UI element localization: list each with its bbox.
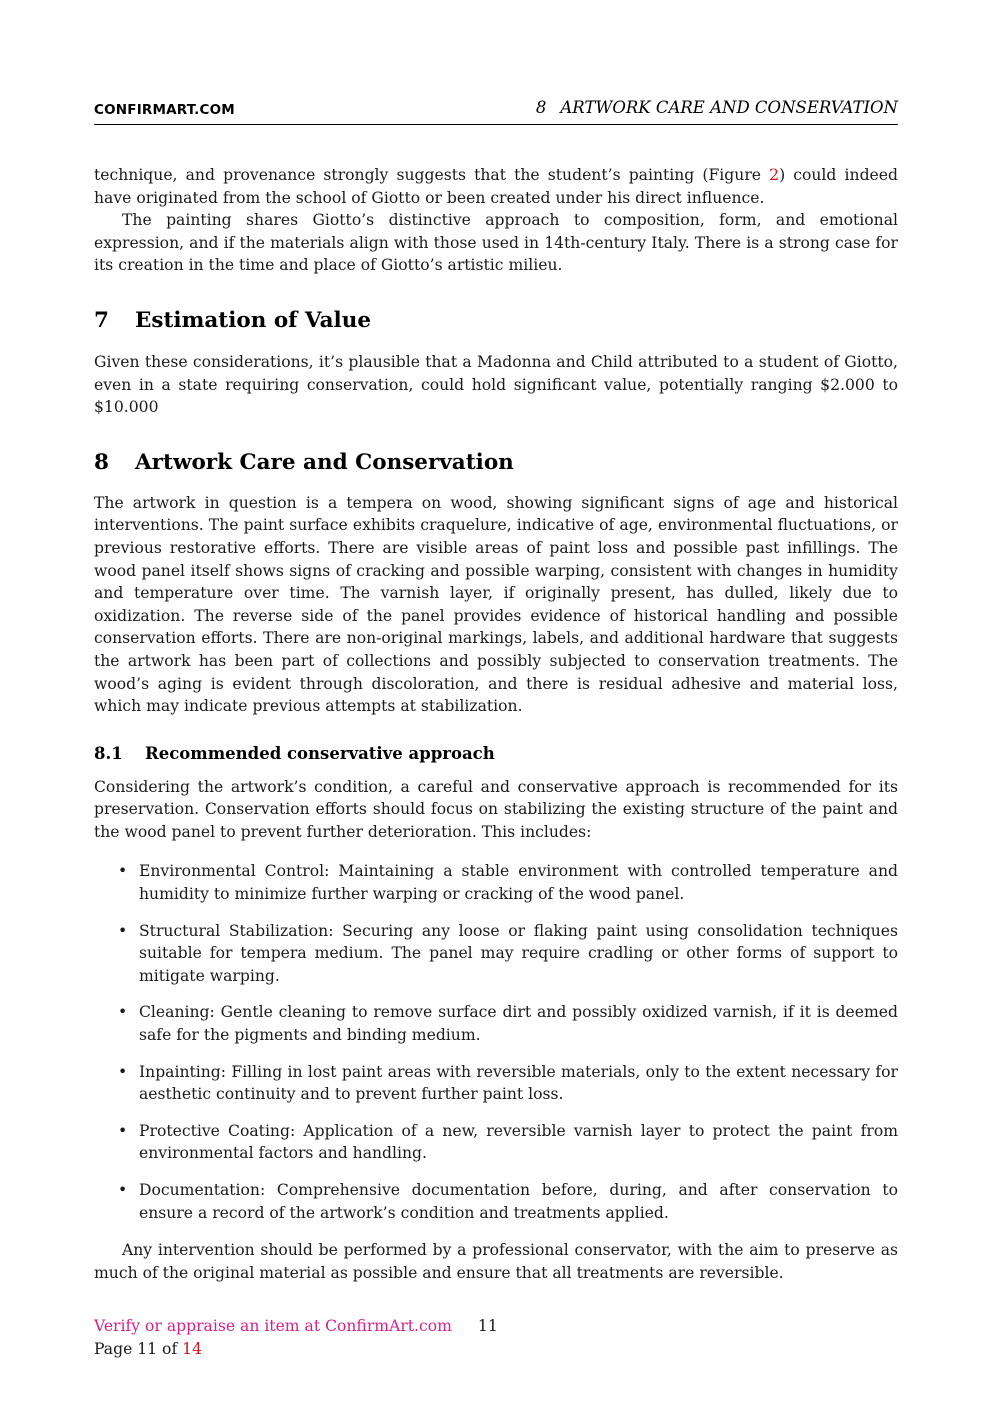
intro-paragraph-1: [94, 164, 898, 209]
list-item: [94, 920, 898, 988]
list-item-text: Documentation: Comprehensive documentation before, during, and after conservation to ensure a record of the artwork’s condition and treatments applied.: [139, 1181, 898, 1222]
running-header: [94, 98, 898, 125]
list-item-text: Inpainting: Filling in lost paint areas with reversible materials, only to the extent necessary for aesthetic continuity and to prevent further paint loss.: [139, 1062, 898, 1104]
list-item-text: Environmental Control: Maintaining a stable environment with controlled temperature and humidity to minimize further warping or cracking of the wood panel.: [139, 862, 898, 904]
list-item: [94, 860, 898, 905]
bullet-icon: •: [118, 1003, 128, 1022]
intro-paragraph-2: The painting shares Giotto’s distinctive approach to composition, form, and emotional expression, and if the materials align with those used in 14th-century Italy. There is a strong case for its creation in the time and place of Giotto’s artistic milieu.: [94, 211, 898, 275]
subsection-8-1-intro: Considering the artwork’s condition, a careful and conservative approach is recommended for its preservation. Conservation efforts should focus on stabilizing the existing structure of the paint and the wood panel to prevent further deterioration. This includes:: [94, 777, 898, 841]
page-footer: [94, 1315, 498, 1360]
section-7-body: Given these considerations, it’s plausible that a Madonna and Child attributed to a student of Giotto, even in a state requiring conservation, could hold significant value, potentially ranging $2.000 to $10.000: [94, 352, 898, 417]
subsection-8-1-number: 8.1: [94, 743, 123, 763]
list-item: [94, 1179, 898, 1224]
confirmart-link[interactable]: Verify or appraise an item at ConfirmArt.com: [94, 1317, 452, 1335]
list-item-text: Cleaning: Gentle cleaning to remove surface dirt and possibly oxidized varnish, if it is deemed safe for the pigments and binding medium.: [139, 1003, 898, 1045]
footer-line-1: [94, 1315, 498, 1338]
running-title: [536, 98, 898, 117]
section-7-title: Estimation of Value: [135, 307, 372, 333]
list-item: [94, 1120, 898, 1165]
footer-line-2: [94, 1338, 498, 1361]
subsection-8-1-title: Recommended conservative approach: [145, 743, 495, 763]
bullet-icon: •: [118, 1062, 128, 1081]
section-7-heading: [94, 307, 898, 335]
running-section-title: ARTWORK CARE AND CONSERVATION: [560, 98, 898, 117]
site-logo: CONFIRMART.COM: [94, 102, 235, 118]
total-pages-link[interactable]: 14: [182, 1339, 203, 1358]
section-8-title: Artwork Care and Conservation: [135, 449, 514, 475]
bullet-icon: •: [118, 1181, 128, 1199]
bullet-icon: •: [118, 862, 128, 881]
bullet-icon: •: [118, 1121, 128, 1140]
section-8-heading: [94, 449, 898, 477]
list-item: [94, 1001, 898, 1046]
section-8-number: 8: [94, 449, 109, 475]
list-item: [94, 1061, 898, 1106]
bullet-icon: •: [118, 921, 128, 940]
figure-reference-link[interactable]: 2: [769, 166, 780, 184]
page-label: Page 11 of: [94, 1339, 183, 1358]
subsection-8-1-heading: [94, 743, 898, 765]
section-7-number: 7: [94, 307, 109, 333]
closing-paragraph: Any intervention should be performed by a professional conservator, with the aim to preserve as much of the original material as possible and ensure that all treatments are reversible.: [94, 1241, 898, 1282]
list-item-text: Protective Coating: Application of a new, reversible varnish layer to protect the paint from environmental factors and handling.: [139, 1121, 898, 1163]
page-content: [94, 164, 898, 1284]
section-8-body: The artwork in question is a tempera on wood, showing significant signs of age and historical interventions. The paint surface exhibits craquelure, indicative of age, environmental fluctuations, or previous restorative efforts. There are visible areas of paint loss and possible past infillings. The wood panel itself shows signs of cracking and possible warping, consistent with changes in humidity and temperature over time. The varnish layer, if originally present, has dulled, likely due to oxidization. The reverse side of the panel provides evidence of historical handling and possible conservation efforts. There are non-original markings, labels, and additional hardware that suggests the artwork has been part of collections and possibly subjected to conservation treatments. The wood’s aging is evident through discoloration, and there is residual adhesive and material loss, which may indicate previous attempts at stabilization.: [94, 493, 898, 716]
list-item-text: Structural Stabilization: Securing any loose or flaking paint using consolidation techniques suitable for tempera medium. The panel may require cradling or other forms of support to mitigate warping.: [139, 921, 898, 985]
footer-page-number: 11: [477, 1317, 498, 1335]
intro-text-after: ) could indeed have originated from the school of Giotto or been created under his direct influence.: [94, 166, 898, 207]
intro-text-before: technique, and provenance strongly suggests that the student’s painting (Figure: [94, 166, 770, 184]
running-section-number: 8: [535, 98, 547, 117]
conservation-steps-list: [94, 860, 898, 1224]
